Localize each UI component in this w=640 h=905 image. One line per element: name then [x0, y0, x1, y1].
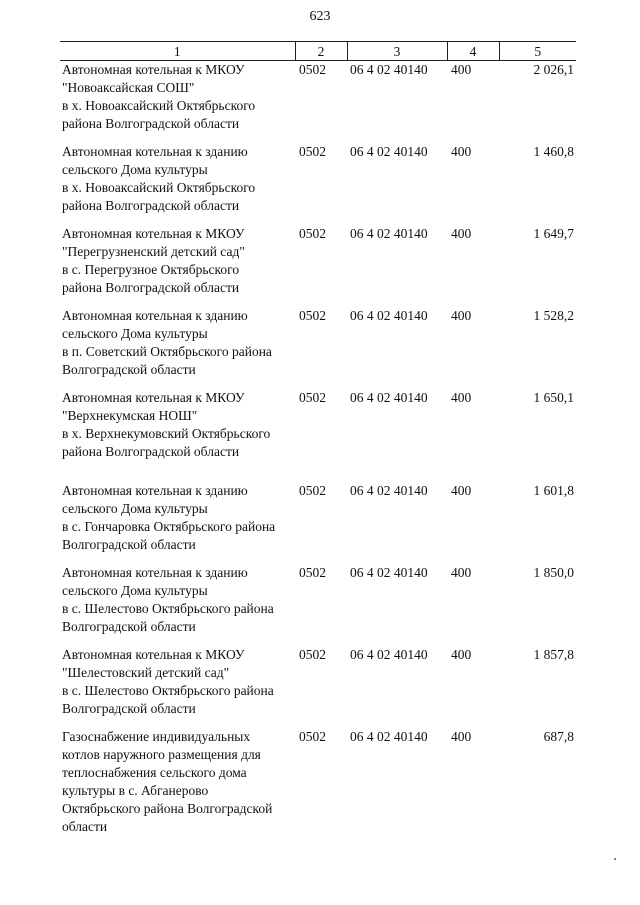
table-row — [60, 61, 576, 143]
row-name-line: в с. Шелестово Октябрьского района — [62, 600, 274, 616]
row-name-line: Автономная котельная к МКОУ — [62, 62, 245, 77]
row-expense-type: 400 — [451, 225, 472, 241]
row-target-article: 06 4 02 40140 — [350, 564, 428, 580]
header-row — [60, 42, 576, 61]
row-expense-type: 400 — [451, 646, 472, 662]
row-name-line: котлов наружного размещения для — [62, 746, 261, 762]
table-row — [60, 143, 576, 225]
row-name-line: Волгоградской области — [62, 700, 196, 716]
row-expense-type: 400 — [451, 62, 472, 77]
row-target-article: 06 4 02 40140 — [350, 62, 428, 77]
row-name-line: Газоснабжение индивидуальных — [62, 728, 251, 744]
row-amount: 1 857,8 — [533, 646, 574, 662]
column-header-1: 1 — [60, 42, 295, 61]
row-expense-type: 400 — [451, 482, 472, 498]
row-name-line: Автономная котельная к зданию — [62, 564, 248, 580]
column-header-5: 5 — [499, 42, 576, 61]
column-header-3: 3 — [347, 42, 447, 61]
row-name-line: сельского Дома культуры — [62, 582, 208, 598]
row-name-line: в п. Советский Октябрьского района — [62, 343, 272, 359]
row-name-line: теплоснабжения сельского дома — [62, 764, 247, 780]
row-amount: 1 528,2 — [533, 307, 574, 323]
row-name-line: района Волгоградской области — [62, 443, 240, 459]
row-amount: 1 460,8 — [533, 143, 574, 159]
row-name-line: сельского Дома культуры — [62, 325, 208, 341]
row-section-code: 0502 — [299, 143, 326, 159]
row-name-line: культуры в с. Абганерово — [62, 782, 209, 798]
row-section-code: 0502 — [299, 728, 326, 744]
row-name-line: Автономная котельная к зданию — [62, 482, 248, 498]
row-name-line: "Шелестовский детский сад" — [62, 664, 230, 680]
row-amount: 1 850,0 — [533, 564, 574, 580]
row-name-line: Волгоградской области — [62, 361, 196, 377]
row-name — [60, 143, 295, 225]
row-section-code: 0502 — [299, 307, 326, 323]
row-name-line: сельского Дома культуры — [62, 500, 208, 516]
table-header — [60, 42, 576, 61]
row-target-article: 06 4 02 40140 — [350, 143, 428, 159]
row-section-code: 0502 — [299, 482, 326, 498]
table-row — [60, 307, 576, 389]
row-name-line: Автономная котельная к МКОУ — [62, 646, 245, 662]
row-expense-type: 400 — [451, 143, 472, 159]
page-number: 623 — [309, 9, 331, 24]
row-name-line: Автономная котельная к МКОУ — [62, 389, 245, 405]
row-name-line: "Верхнекумская НОШ" — [62, 407, 198, 423]
row-name-line: в х. Новоаксайский Октябрьского — [62, 179, 256, 195]
row-target-article: 06 4 02 40140 — [350, 307, 428, 323]
column-header-2: 2 — [295, 42, 347, 61]
row-section-code: 0502 — [299, 564, 326, 580]
table-body — [60, 61, 576, 848]
row-expense-type: 400 — [451, 728, 472, 744]
row-target-article: 06 4 02 40140 — [350, 482, 428, 498]
row-name — [60, 307, 295, 389]
row-name — [60, 646, 295, 728]
budget-table — [60, 41, 576, 848]
row-section-code: 0502 — [299, 389, 326, 405]
row-target-article: 06 4 02 40140 — [350, 646, 428, 662]
scan-dot-mark — [614, 858, 616, 860]
row-name-line: в с. Шелестово Октябрьского района — [62, 682, 274, 698]
column-header-4: 4 — [447, 42, 499, 61]
row-name — [60, 564, 295, 646]
row-name — [60, 389, 295, 482]
row-amount: 2 026,1 — [533, 62, 574, 77]
row-name — [60, 225, 295, 307]
row-name-line: в с. Гончаровка Октябрьского района — [62, 518, 276, 534]
table-row — [60, 728, 576, 848]
row-section-code: 0502 — [299, 225, 326, 241]
row-amount: 687,8 — [543, 728, 574, 744]
table-row — [60, 225, 576, 307]
row-amount: 1 649,7 — [533, 225, 574, 241]
row-name-line: района Волгоградской области — [62, 116, 240, 131]
row-name-line: Автономная котельная к зданию — [62, 143, 248, 159]
row-name-line: "Новоаксайская СОШ" — [62, 80, 195, 95]
row-target-article: 06 4 02 40140 — [350, 389, 428, 405]
row-target-article: 06 4 02 40140 — [350, 728, 428, 744]
row-amount: 1 650,1 — [533, 389, 574, 405]
row-section-code: 0502 — [299, 62, 326, 77]
row-expense-type: 400 — [451, 389, 472, 405]
row-name — [60, 728, 295, 848]
row-name-line: района Волгоградской области — [62, 197, 240, 213]
table-row — [60, 389, 576, 482]
row-expense-type: 400 — [451, 564, 472, 580]
row-name-line: Волгоградской области — [62, 618, 196, 634]
row-name-line: в х. Новоаксайский Октябрьского — [62, 98, 256, 113]
table-row — [60, 646, 576, 728]
row-name — [60, 482, 295, 564]
row-name-line: Автономная котельная к МКОУ — [62, 225, 245, 241]
row-name-line: сельского Дома культуры — [62, 161, 208, 177]
row-name-line: Волгоградской области — [62, 536, 196, 552]
row-name — [60, 61, 295, 143]
row-name-line: в с. Перегрузное Октябрьского — [62, 261, 240, 277]
row-expense-type: 400 — [451, 307, 472, 323]
row-name-line: области — [62, 818, 108, 834]
row-amount: 1 601,8 — [533, 482, 574, 498]
row-section-code: 0502 — [299, 646, 326, 662]
table-row — [60, 564, 576, 646]
row-name-line: Октябрьского района Волгоградской — [62, 800, 273, 816]
row-name-line: в х. Верхнекумовский Октябрьского — [62, 425, 271, 441]
row-target-article: 06 4 02 40140 — [350, 225, 428, 241]
row-name-line: Автономная котельная к зданию — [62, 307, 248, 323]
row-name-line: района Волгоградской области — [62, 279, 240, 295]
table-row — [60, 482, 576, 564]
row-name-line: "Перегрузненский детский сад" — [62, 243, 245, 259]
